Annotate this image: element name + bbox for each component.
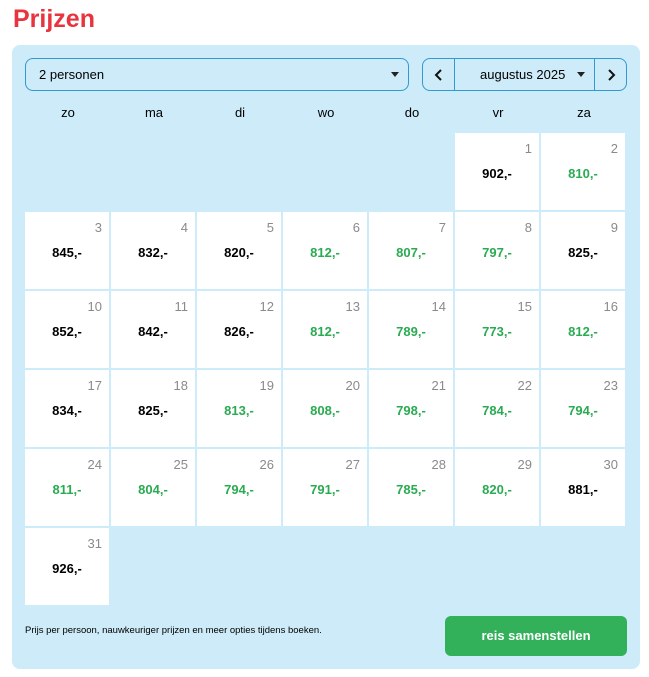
calendar-day-cell[interactable] <box>369 212 453 289</box>
calendar-day-cell[interactable] <box>283 370 367 447</box>
day-price: 902,- <box>482 166 512 181</box>
chevron-right-icon <box>606 69 616 81</box>
calendar-day-cell[interactable] <box>369 370 453 447</box>
day-number: 1 <box>524 141 532 156</box>
calendar-day-cell[interactable] <box>25 370 109 447</box>
day-price: 794,- <box>568 403 598 418</box>
price-note: Prijs per persoon, nauwkeuriger prijzen en meer opties tijdens boeken. <box>25 625 322 636</box>
day-number: 22 <box>517 378 532 393</box>
calendar-day-cell[interactable] <box>455 133 539 210</box>
calendar-day-cell[interactable] <box>455 291 539 368</box>
day-number: 27 <box>345 457 360 472</box>
calendar-day-cell[interactable] <box>25 291 109 368</box>
day-number: 4 <box>180 220 188 235</box>
calendar-day-cell[interactable] <box>111 449 195 526</box>
day-price: 832,- <box>138 245 168 260</box>
month-select[interactable] <box>455 59 594 90</box>
weekday-label-zo: zo <box>61 105 75 120</box>
day-number: 15 <box>517 299 532 314</box>
day-number: 26 <box>259 457 274 472</box>
day-price: 798,- <box>396 403 426 418</box>
calendar-day-cell[interactable] <box>455 370 539 447</box>
day-number: 17 <box>87 378 102 393</box>
day-number: 16 <box>603 299 618 314</box>
day-price: 797,- <box>482 245 512 260</box>
day-number: 21 <box>431 378 446 393</box>
calendar-day-cell[interactable] <box>25 212 109 289</box>
calendar-day-cell[interactable] <box>455 449 539 526</box>
chevron-down-icon <box>577 72 585 77</box>
day-price: 826,- <box>224 324 254 339</box>
day-number: 25 <box>173 457 188 472</box>
page-title: Prijzen <box>13 5 95 33</box>
day-price: 820,- <box>224 245 254 260</box>
day-number: 19 <box>259 378 274 393</box>
day-number: 13 <box>345 299 360 314</box>
calendar-day-cell[interactable] <box>369 291 453 368</box>
day-price: 791,- <box>310 482 340 497</box>
day-price: 773,- <box>482 324 512 339</box>
calendar-day-cell[interactable] <box>541 133 625 210</box>
day-number: 28 <box>431 457 446 472</box>
reis-samenstellen-button[interactable]: reis samenstellen <box>445 616 627 656</box>
day-price: 810,- <box>568 166 598 181</box>
calendar-day-cell[interactable] <box>197 291 281 368</box>
day-price: 825,- <box>568 245 598 260</box>
day-price: 794,- <box>224 482 254 497</box>
calendar-day-cell[interactable] <box>283 291 367 368</box>
day-price: 852,- <box>52 324 82 339</box>
day-price: 842,- <box>138 324 168 339</box>
day-price: 812,- <box>568 324 598 339</box>
day-number: 29 <box>517 457 532 472</box>
calendar-day-cell[interactable] <box>25 528 109 605</box>
day-number: 23 <box>603 378 618 393</box>
calendar-day-cell[interactable] <box>197 212 281 289</box>
prev-month-button[interactable] <box>423 59 455 90</box>
day-number: 6 <box>352 220 360 235</box>
day-price: 812,- <box>310 245 340 260</box>
weekday-label-wo: wo <box>317 105 335 120</box>
day-number: 7 <box>438 220 446 235</box>
calendar-day-cell[interactable] <box>541 212 625 289</box>
month-select-value: augustus 2025 <box>480 67 566 82</box>
day-number: 9 <box>610 220 618 235</box>
calendar-day-cell[interactable] <box>111 370 195 447</box>
calendar-day-cell[interactable] <box>283 212 367 289</box>
month-navigator <box>422 58 627 91</box>
day-price: 789,- <box>396 324 426 339</box>
day-price: 812,- <box>310 324 340 339</box>
next-month-button[interactable] <box>594 59 626 90</box>
day-number: 18 <box>173 378 188 393</box>
calendar-day-cell[interactable] <box>283 449 367 526</box>
weekday-label-za: za <box>577 105 591 120</box>
day-price: 813,- <box>224 403 254 418</box>
calendar-day-cell[interactable] <box>111 291 195 368</box>
calendar-day-cell[interactable] <box>455 212 539 289</box>
day-number: 12 <box>259 299 274 314</box>
persons-select-value: 2 personen <box>39 67 105 82</box>
day-number: 8 <box>524 220 532 235</box>
weekday-label-ma: ma <box>144 105 164 120</box>
calendar-day-cell[interactable] <box>541 370 625 447</box>
weekday-label-do: do <box>404 105 420 120</box>
weekday-label-vr: vr <box>492 105 504 120</box>
day-price: 825,- <box>138 403 168 418</box>
day-price: 804,- <box>138 482 168 497</box>
day-number: 2 <box>610 141 618 156</box>
day-price: 807,- <box>396 245 426 260</box>
chevron-down-icon <box>391 72 399 77</box>
weekday-label-di: di <box>234 105 246 120</box>
chevron-left-icon <box>434 69 444 81</box>
day-price: 785,- <box>396 482 426 497</box>
day-number: 11 <box>174 299 188 314</box>
day-price: 926,- <box>52 561 82 576</box>
persons-select[interactable] <box>25 58 409 91</box>
day-number: 20 <box>345 378 360 393</box>
day-number: 31 <box>87 536 102 551</box>
day-price: 811,- <box>52 482 82 497</box>
day-price: 881,- <box>568 482 598 497</box>
calendar-day-cell[interactable] <box>111 212 195 289</box>
calendar-day-cell[interactable] <box>541 449 625 526</box>
day-number: 14 <box>431 299 446 314</box>
day-number: 30 <box>603 457 618 472</box>
calendar-day-cell[interactable] <box>25 449 109 526</box>
day-number: 24 <box>87 457 102 472</box>
day-number: 10 <box>87 299 102 314</box>
day-price: 808,- <box>310 403 340 418</box>
day-price: 834,- <box>52 403 82 418</box>
calendar-day-cell[interactable] <box>541 291 625 368</box>
day-number: 3 <box>94 220 102 235</box>
calendar-day-cell[interactable] <box>197 370 281 447</box>
day-number: 5 <box>266 220 274 235</box>
calendar-day-cell[interactable] <box>369 449 453 526</box>
price-calendar-panel <box>12 45 640 669</box>
day-price: 784,- <box>482 403 512 418</box>
day-price: 845,- <box>52 245 82 260</box>
calendar-day-cell[interactable] <box>197 449 281 526</box>
day-price: 820,- <box>482 482 512 497</box>
